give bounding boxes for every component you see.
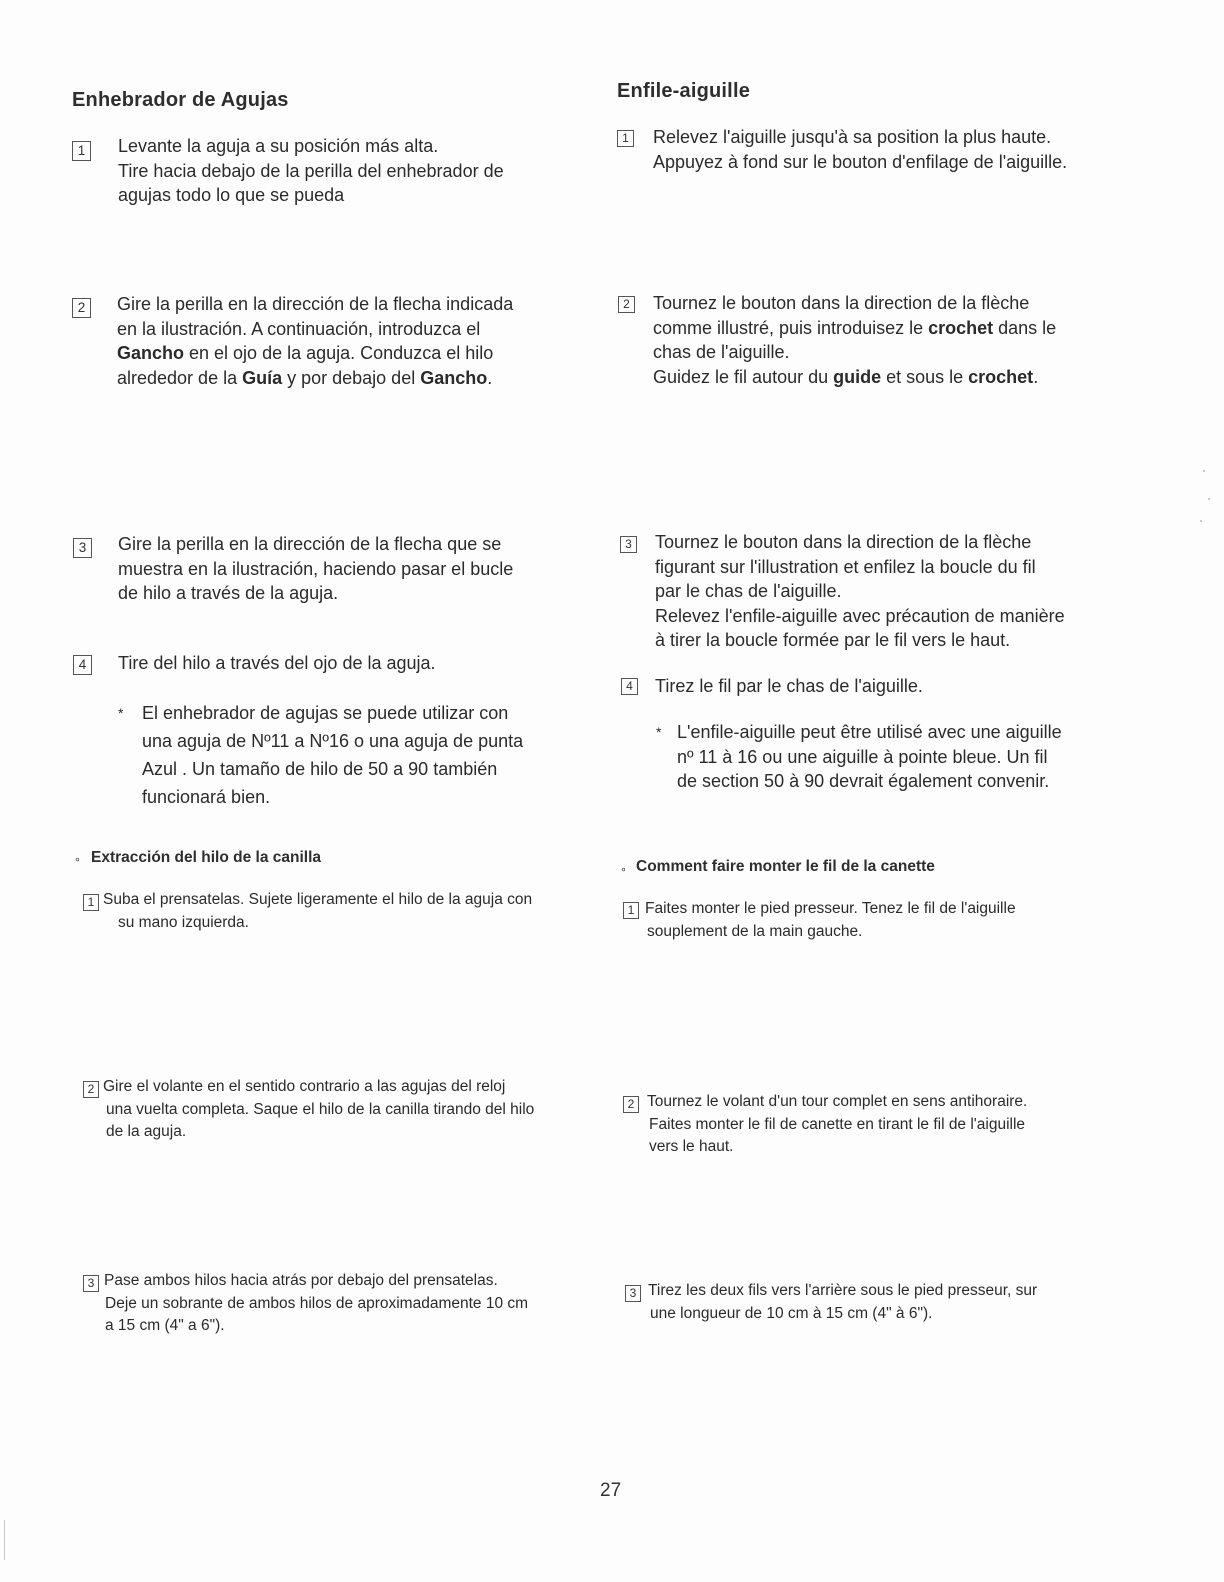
es-note-line: una aguja de Nº11 a Nº16 o una aguja de punta <box>142 731 524 751</box>
es-bobbin-step3-line: Pase ambos hilos hacia atrás por debajo del prensatelas. <box>104 1272 498 1289</box>
es-note-line: El enhebrador de agujas se puede utilizar con <box>142 703 509 723</box>
fr-step2-line <box>653 365 1056 390</box>
es-bobbin-step3-line: a 15 cm (4" a 6"). <box>105 1317 225 1334</box>
fr-bobbin-title: Comment faire monter le fil de la canette <box>636 858 935 875</box>
fr-bobbin-step1-text <box>645 898 1016 943</box>
es-step2-line3-rest: en el ojo de la aguja. Conduzca el hilo <box>184 343 494 363</box>
es-step4-number: 4 <box>73 655 92 675</box>
es-step3-line: Gire la perilla en la dirección de la flecha que se <box>118 534 502 554</box>
fr-bobbin-step2-line: Faites monter le fil de canette en tirant le fil de l'aiguille <box>649 1115 1026 1133</box>
es-bobbin-step3-line: Deje un sobrante de ambos hilos de aproximadamente 10 cm <box>105 1294 529 1312</box>
es-bobbin-step3-text <box>104 1270 528 1338</box>
fr-crochet-term: crochet <box>928 317 994 338</box>
scan-speck <box>1208 498 1210 500</box>
fr-step2-line4-b: et sous le <box>881 366 969 387</box>
es-step2-line4-a: alrededor de la <box>117 367 243 388</box>
fr-step2-line: chas de l'aiguille. <box>653 342 790 362</box>
fr-step2-line4-a: Guidez le fil autour du <box>653 366 834 387</box>
es-bobbin-step2-text <box>103 1076 534 1144</box>
es-step2-number: 2 <box>72 298 91 318</box>
es-note-text <box>142 699 523 811</box>
fr-bobbin-step3-number: 3 <box>625 1285 641 1302</box>
fr-step1-number: 1 <box>617 130 634 147</box>
page-number: 27 <box>600 1480 622 1501</box>
fr-bobbin-step3-line: Tirez les deux fils vers l'arrière sous le pied presseur, sur <box>648 1282 1038 1299</box>
es-bobbin-step2-line: una vuelta completa. Saque el hilo de la canilla tirando del hilo <box>106 1100 535 1118</box>
es-step2-line4-c: . <box>487 367 493 388</box>
es-bobbin-step1-number: 1 <box>83 894 99 911</box>
es-step1-line: Levante la aguja a su posición más alta. <box>118 136 439 156</box>
fr-step2-text <box>653 291 1056 389</box>
es-title: Enhebrador de Agujas <box>72 89 289 111</box>
es-step2-line <box>117 341 513 366</box>
fr-step2-line2-a: comme illustré, puis introduisez le <box>653 317 929 338</box>
fr-step3-line: par le chas de l'aiguille. <box>655 581 842 601</box>
es-step1-number: 1 <box>72 141 91 161</box>
es-step2-text <box>117 292 513 390</box>
es-bobbin-step1-line: Suba el prensatelas. Sujete ligeramente el hilo de la aguja con <box>103 891 533 908</box>
fr-step3-line: figurant sur l'illustration et enfilez la boucle du fil <box>655 556 1036 577</box>
fr-step3-number: 3 <box>620 536 637 553</box>
fr-crochet-term-2: crochet <box>968 366 1034 387</box>
es-bobbin-step3-number: 3 <box>83 1275 99 1292</box>
es-note-line: Azul . Un tamaño de hilo de 50 a 90 también <box>142 759 498 779</box>
fr-step3-text <box>655 530 1065 653</box>
fr-guide-term: guide <box>833 366 882 387</box>
fr-step3-line: Tournez le bouton dans la direction de la flèche <box>655 532 1032 552</box>
fr-bobbin-step1-line: souplement de la main gauche. <box>647 922 863 940</box>
fr-step1-text <box>653 125 1067 174</box>
fr-bobbin-step3-line: une longueur de 10 cm à 15 cm (4" à 6"). <box>650 1304 933 1322</box>
es-step3-text <box>118 532 513 606</box>
fr-step1-line: Relevez l'aiguille jusqu'à sa position la plus haute. <box>653 127 1052 147</box>
fr-note-line: L'enfile-aiguille peut être utilisé avec une aiguille <box>677 722 1062 742</box>
fr-step2-line: Tournez le bouton dans la direction de la flèche <box>653 293 1030 313</box>
fr-step1-line: Appuyez à fond sur le bouton d'enfilage de l'aiguille. <box>653 151 1068 172</box>
es-bobbin-step2-line: Gire el volante en el sentido contrario a las agujas del reloj <box>103 1078 506 1095</box>
es-bobbin-step2-line: de la aguja. <box>106 1123 187 1140</box>
es-bobbin-step1-line: su mano izquierda. <box>118 913 249 931</box>
fr-note-line: de section 50 à 90 devrait également convenir. <box>677 771 1050 791</box>
es-gancho-term: Gancho <box>117 343 185 363</box>
fr-step3-line: à tirer la boucle formée par le fil vers le haut. <box>655 630 1011 650</box>
fr-bobbin-step3-text <box>648 1280 1037 1325</box>
es-step1-text <box>118 134 504 208</box>
scan-speck <box>1203 470 1205 472</box>
fr-step4-text: Tirez le fil par le chas de l'aiguille. <box>655 676 923 696</box>
es-bobbin-title: Extracción del hilo de la canilla <box>91 849 321 866</box>
es-bobbin-step1-text <box>103 889 532 934</box>
fr-bobbin-step2-line: vers le haut. <box>649 1138 734 1155</box>
fr-step4-number: 4 <box>621 678 638 695</box>
es-step3-line: muestra en la ilustración, haciendo pasar el bucle <box>118 558 514 579</box>
fr-step2-line4-c: . <box>1033 366 1039 387</box>
es-step1-line: agujas todo lo que se pueda <box>118 185 345 205</box>
fr-step2-number: 2 <box>618 296 635 313</box>
scan-edge-mark <box>4 1520 5 1560</box>
es-note-asterisk: * <box>118 705 124 721</box>
es-step4-text: Tire del hilo a través del ojo de la aguja. <box>118 653 436 673</box>
es-step3-number: 3 <box>73 538 92 558</box>
es-step3-line: de hilo a través de la aguja. <box>118 583 339 603</box>
fr-step2-line <box>653 316 1056 341</box>
es-bobbin-step2-number: 2 <box>83 1081 99 1098</box>
fr-note-text <box>677 720 1062 794</box>
es-step2-line <box>117 366 513 391</box>
fr-bobbin-bullet: ∘ <box>620 864 627 876</box>
es-note-line: funcionará bien. <box>142 787 271 807</box>
es-step2-line: en la ilustración. A continuación, introduzca el <box>117 318 481 339</box>
fr-title: Enfile-aiguille <box>617 80 751 102</box>
es-guia-term: Guía <box>242 367 283 388</box>
fr-bobbin-step2-line: Tournez le volant d'un tour complet en sens antihoraire. <box>647 1093 1028 1110</box>
fr-step3-line: Relevez l'enfile-aiguille avec précaution de manière <box>655 605 1065 626</box>
es-step2-line4-b: y por debajo del <box>282 367 421 388</box>
scan-speck <box>1200 520 1202 522</box>
fr-note-line: nº 11 à 16 ou une aiguille à pointe bleue. Un fil <box>677 746 1048 767</box>
fr-step2-line2-b: dans le <box>993 317 1057 338</box>
fr-bobbin-step1-line: Faites monter le pied presseur. Tenez le fil de l'aiguille <box>645 900 1016 917</box>
fr-bobbin-step2-number: 2 <box>623 1096 639 1113</box>
fr-bobbin-step1-number: 1 <box>623 902 639 919</box>
es-step1-line: Tire hacia debajo de la perilla del enhebrador de <box>118 160 504 181</box>
fr-bobbin-step2-text <box>647 1091 1027 1159</box>
fr-note-asterisk: * <box>656 724 662 740</box>
es-bobbin-bullet: ∘ <box>74 854 81 866</box>
es-gancho-term-2: Gancho <box>420 367 488 388</box>
es-step2-line: Gire la perilla en la dirección de la flecha indicada <box>117 294 514 314</box>
